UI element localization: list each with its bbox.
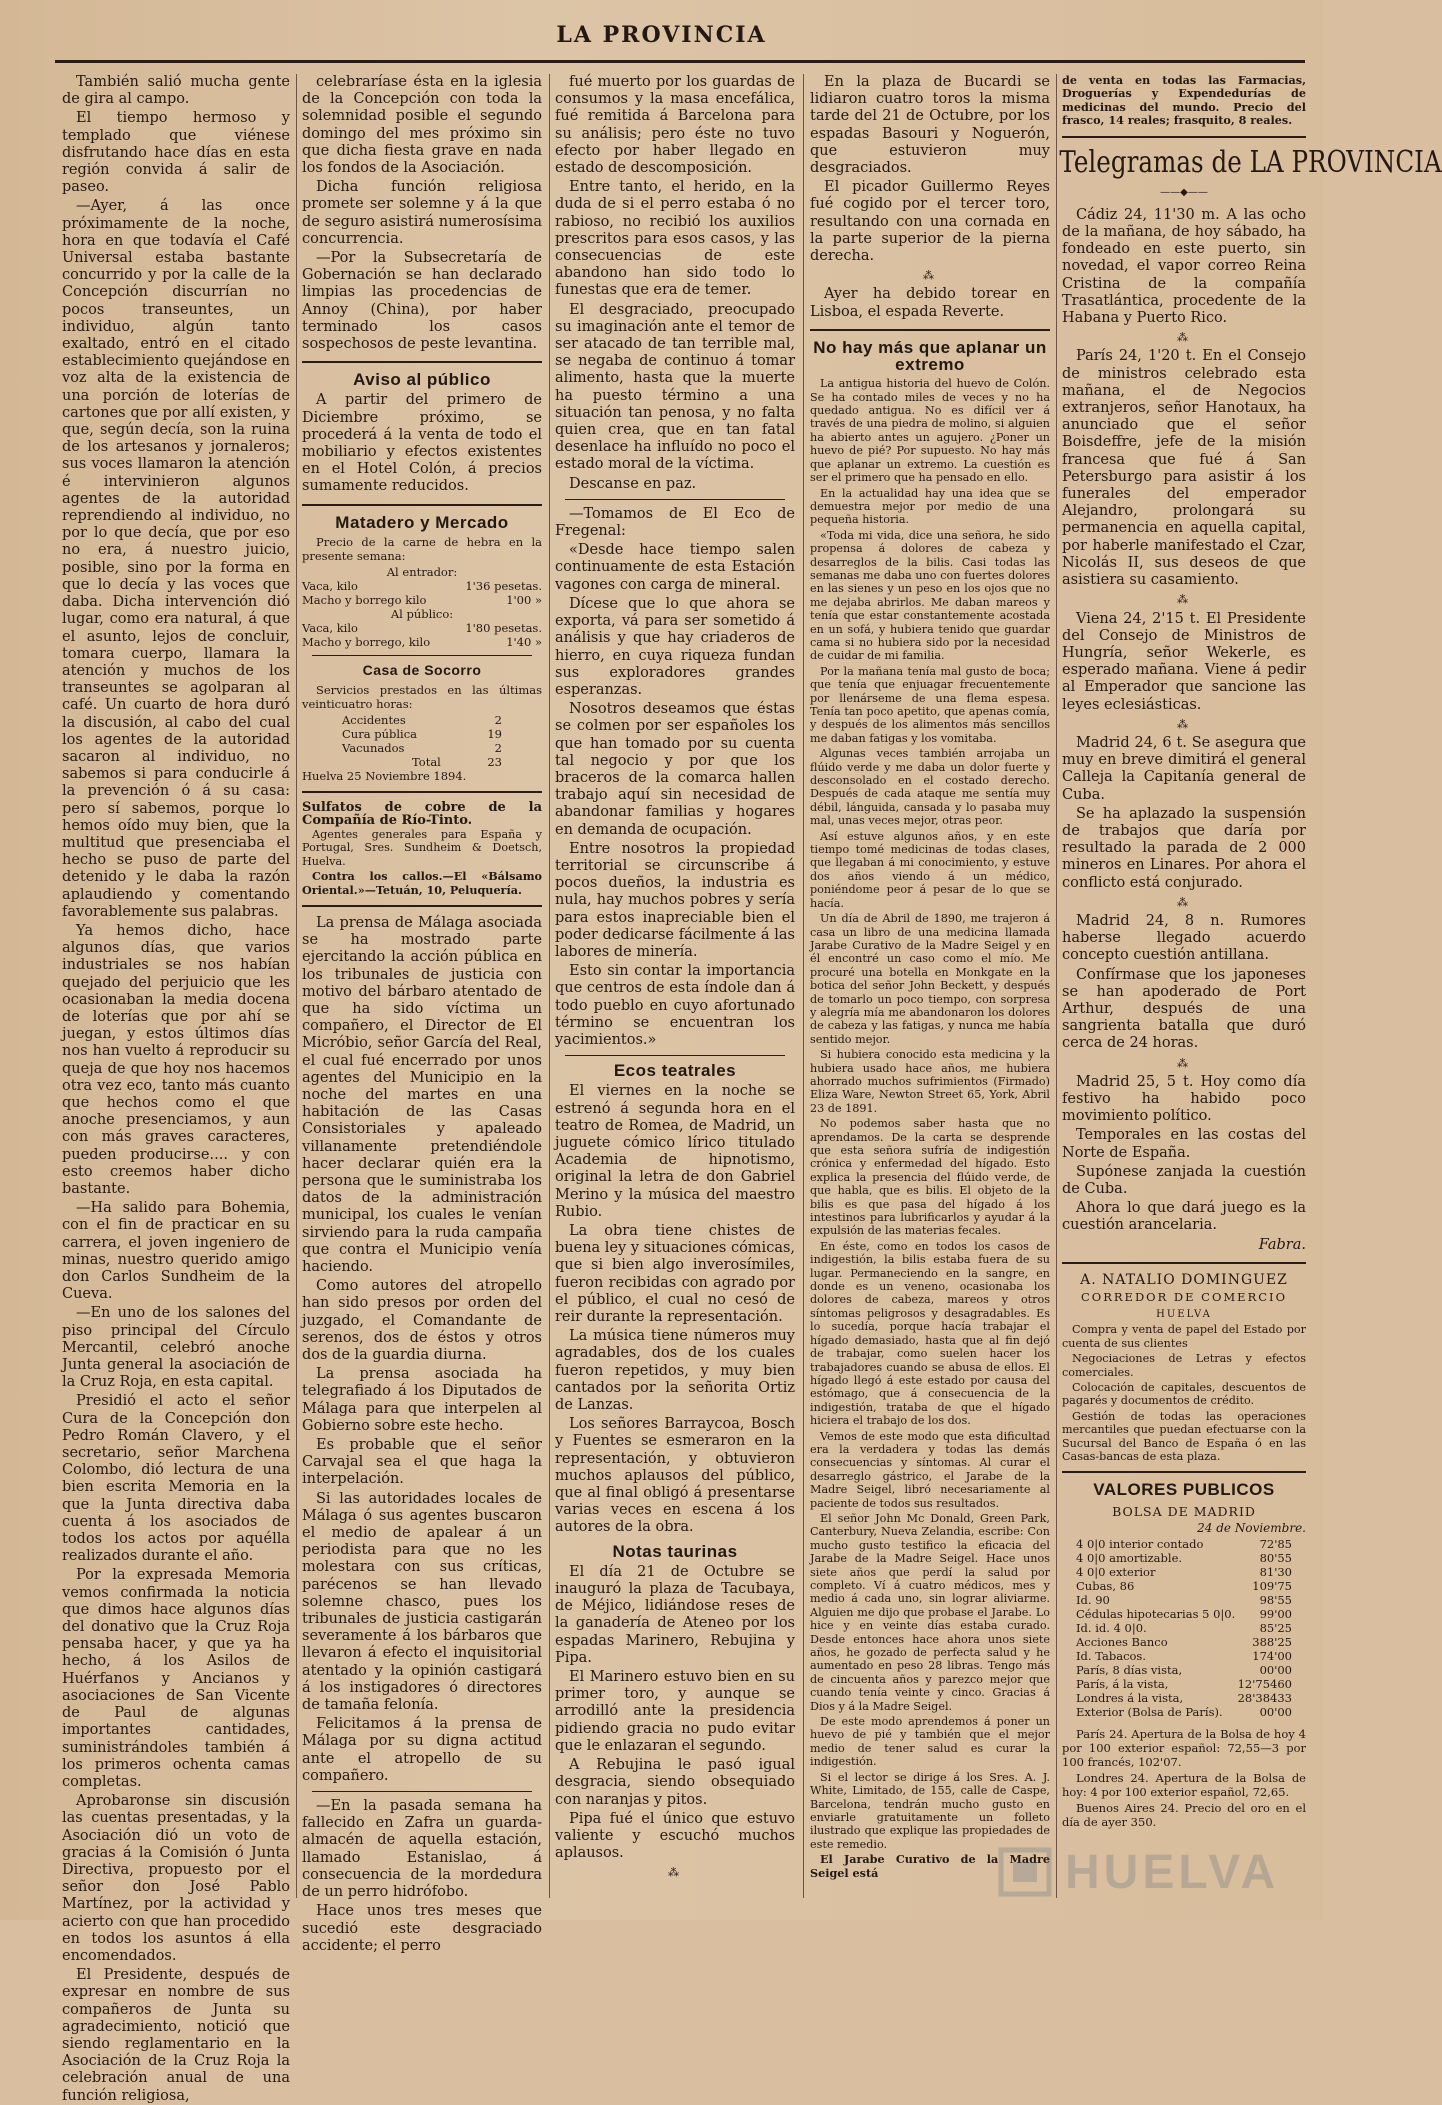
masthead-rule: [55, 60, 1305, 63]
archive-stamp: [995, 1842, 1295, 1902]
masthead: LA PROVINCIA: [556, 22, 767, 48]
paragraph: Por la mañana tenía mal gusto de boca; que tenía que enjuagar frecuentemente por llenárseme de una flema espesa. Tenía tan poco apetito, que apenas comía, y después de los alimentos más sencillos me daban fatigas y los vomitaba.: [810, 664, 1050, 745]
paragraph: fué muerto por los guardas de consumos y la masa encefálica, fué remitida á Barcelona para su análisis; pero éste no tuvo efecto por haber llegado en estado de descomposición.: [555, 74, 795, 177]
paragraph: Viena 24, 2'15 t. El Presidente del Consejo de Ministros de Hungría, señor Wekerle, es esperado mañana. Viene á pedir al Emperador que sancione las leyes eclesiásticas.: [1062, 610, 1306, 713]
paragraph: Por la expresada Memoria vemos confirmada la noticia que dimos hace algunos días del donativo que la Cruz Roja pensaba hacer, y que ya ha hecho, á los Asilos de Huérfanos y Ancianos y asociaciones de San Vicente de Paul de algunas importantes cantidades, suministrándoles también á los primeros ochenta camas completas.: [62, 1567, 290, 1790]
paragraph: La música tiene números muy agradables, dos de los cuales fueron repetidos, y muy bien cantados por la señorita Ortiz de Lanzas.: [555, 1328, 795, 1414]
paragraph: —En la pasada semana ha fallecido en Zafra un guarda-almacén de aquella estación, llamado Estanislao, á consecuencia de la mordedura de un perro hidrófobo.: [302, 1798, 542, 1901]
section-rule: [565, 499, 785, 500]
paragraph: El Marinero estuvo bien en su primer toro, y aunque se arrodilló ante la presidencia pidiendo gracia no pudo evitar que le enlazaran el segundo.: [555, 1669, 795, 1754]
paragraph: Buenos Aires 24. Precio del oro en el día de ayer 350.: [1062, 1801, 1306, 1830]
section-rule: [1062, 136, 1306, 138]
bolsa-row: París, 8 días vista, 00'00: [1076, 1663, 1292, 1678]
paragraph: —Por la Subsecretaría de Gobernación se han declarado limpias las procedencias de Annoy (China), por haber terminado los casos sospechosos de peste levantina.: [302, 250, 542, 353]
paragraph: El día 21 de Octubre se inauguró la plaza de Tacubaya, de Méjico, lidiándose reses de la ganadería de Ateneo por los espadas Marinero, Rebujina y Pipa.: [555, 1563, 795, 1666]
paragraph: Si las autoridades locales de Málaga ó sus agentes buscaron el medio de apalear á un periodista para que no les molestara con sus críticas, parécenos se han llevado solemne chasco, pues los tribunales de justicia castigarán severamente á los bárbaros que llevaron á efecto el inquisitorial atentado y la opinión castigará á los instigadores ó directores de tamaña felonía.: [302, 1490, 542, 1714]
column-4: [810, 74, 1050, 1898]
paragraph: Esto sin contar la importancia que centros de esta índole dan á todo pueblo en cuyo afortunado término se encuentran los yacimientos.»: [555, 963, 795, 1048]
bolsa-table: [1062, 1537, 1306, 1719]
library-seal-icon: [995, 1842, 1055, 1902]
matadero-intro: Precio de la carne de hebra en la presente semana:: [302, 534, 542, 563]
socorro-table: [302, 683, 542, 783]
paragraph: Vemos de este modo que esta dificultad era la verdadera y todas las demás consecuencias y síntomas. Al curar el desarreglo gástrico, el Jarabe de la Madre Seigel, libró necesariamente al paciente de todos sus resultados.: [810, 1429, 1050, 1510]
date-line: Huelva 25 Noviembre 1894.: [302, 769, 467, 784]
subheading: Al público:: [390, 606, 454, 621]
bolsa-row: Id. 90 98'55: [1076, 1593, 1292, 1608]
paragraph: La obra tiene chistes de buena ley y situaciones cómicas, que si bien algo inverosímiles, fueron recibidas con agrado por el público, el cual no cesó de reir durante la representación.: [555, 1223, 796, 1326]
paragraph: El tiempo hermoso y templado que viénese disfrutando hace días en esta región convida á salir de paseo.: [62, 110, 290, 196]
paragraph: Aprobaronse sin discusión las cuentas presentadas, y la Asociación dió un voto de gracias á la Comisión ó Junta Directiva, propuesto por el señor don José Pablo Martínez, por la actividad y acierto con que han procedido en todos los asuntos á ella encomendados.: [62, 1793, 290, 1964]
section-rule: [565, 1055, 785, 1056]
bolsa-row: Exterior (Bolsa de París). 00'00: [1076, 1705, 1292, 1720]
paragraph: Descanse en paz.: [569, 475, 697, 492]
paragraph: En éste, como en todos los casos de indigestión, la bilis estaba fuera de su lugar. Permaneciendo en la sangre, en donde es un veneno, ocasionaba los dolores de cabeza, mareos y otros síntomas peligrosos y desagradables. Es lo sucedía, porque hacía trabajar el hígado demasiado, hasta que al fin dejó de trabajar, como suelen hacer los trabajadores cuando se abusa de ellos. El hígado llegó á este estado por causa del estómago, que á consecuencia de la indigestión, trataba de que el hígado hiciera el trabajo de los dos.: [810, 1239, 1050, 1428]
section-rule: [810, 329, 1050, 331]
paragraph: En la actualidad hay una idea que se demuestra mejor por medio de una pequeña historia.: [810, 486, 1050, 527]
matadero-heading: Matadero y Mercado: [335, 512, 509, 532]
bolsa-row: 4 0|0 exterior 81'30: [1076, 1565, 1292, 1580]
section-rule: [302, 504, 542, 506]
matadero-table: [302, 535, 542, 649]
paragraph: El viernes en la noche se estrenó á segunda hora en el teatro de Romea, de Madrid, un juguete cómico lírico titulado Academia de hipnotismo, original la letra de don Gabriel Merino y la música del maestro Rubio.: [555, 1083, 795, 1220]
column-2: [302, 74, 542, 1954]
paragraph: La prensa asociada ha telegrafiado á los Diputados de Málaga para que interpelen al Gobierno sobre este hecho.: [302, 1366, 542, 1434]
bolsa-row: 4 0|0 interior contado 72'85: [1076, 1537, 1292, 1552]
paragraph: Es probable que el señor Carvajal sea el que haga la interpelación.: [302, 1437, 542, 1488]
paragraph: Madrid 24, 6 t. Se asegura que muy en breve dimitirá el general Calleja la Capitanía general de Cuba.: [1062, 734, 1306, 803]
section-rule: [1062, 1471, 1306, 1473]
paragraph: El Jarabe Curativo de la Madre Seigel está: [810, 1852, 1050, 1880]
paragraph: En la plaza de Bucardi se lidiaron cuatro toros la misma tarde del 21 de Octubre, por los espadas Basouri y Noguerón, que estuvieron muy desgraciados.: [810, 74, 1050, 177]
column-5: [1059, 73, 1442, 1898]
paragraph: —En uno de los salones del piso principal del Círculo Mercantil, celebró anoche Junta general la asociación de la Cruz Roja, en esta capital.: [62, 1305, 290, 1391]
asterism: ⁂: [923, 269, 937, 283]
bolsa-row: Acciones Banco 388'25: [1076, 1635, 1292, 1650]
paragraph: Gestión de todas las operaciones mercantiles que puedan efectuarse con la Sucursal del Banco de España ó en las Casas-bancas de esta plaza.: [1062, 1409, 1306, 1464]
column-divider: [549, 74, 550, 1898]
bolsa-row: Londres á la vista, 28'38433: [1076, 1691, 1292, 1706]
sulfatos-ad: [302, 801, 542, 897]
ad-heading: No hay más que aplanar un extremo: [813, 337, 1047, 375]
section-rule: [302, 791, 542, 793]
corredor-ad: [1062, 1323, 1306, 1463]
paragraph: Entre tanto, el herido, en la duda de si el perro estaba ó no rabioso, no recibió los auxilios prescritos para esos casos, y las consecuencias de este abandono han sido todo lo funestas que era de temer.: [555, 179, 795, 299]
aviso-heading: Aviso al público: [353, 370, 491, 390]
bolsa-heading: BOLSA DE MADRID: [1112, 1503, 1256, 1519]
section-rule: [1062, 1262, 1306, 1264]
paragraph: Contra los callos.—El «Bálsamo Oriental.»—Tetuán, 10, Peluquería.: [302, 869, 542, 897]
paragraph: De este modo aprendemos á poner un huevo de pié y también que el mejor medio de tener salud es curar la indigestión.: [810, 1715, 1050, 1769]
paragraph: Nosotros deseamos que éstas se colmen por ser españoles los que han tomado por su cuenta tal negocio y por que los braceros de la comarca hallen trabajo aquí sin necesidad de abandonar familias y hogares en demanda de ocupación.: [555, 701, 795, 838]
valores-heading: VALORES PUBLICOS: [1093, 1480, 1275, 1500]
paragraph: París 24. Apertura de la Bolsa de hoy 4 por 100 exterior español: 72,55—3 por 100 francés, 102'07.: [1062, 1727, 1306, 1770]
asterism: ⁂: [668, 1866, 682, 1880]
paragraph: A partir del primero de Diciembre próximo, se procederá á la venta de todo el mobiliario y efectos existentes en el Hotel Colón, á precios sumamente reducidos.: [302, 392, 542, 495]
asterism: ⁂: [1177, 1056, 1191, 1070]
paragraph: Hace unos tres meses que sucedió este desgraciado accidente; el perro: [302, 1903, 542, 1954]
section-rule: [312, 655, 532, 656]
asterism: ⁂: [1177, 593, 1191, 607]
seigel-ad: [810, 377, 1050, 1880]
paragraph: El señor John Mc Donald, Green Park, Canterbury, Nueva Zelandia, escribe: Con mucho gusto testifico la eficacia del Jarabe de la Madre Seigel. Hace unos siete años que perdí la salud por completo. Ví á cuatro médicos, mes y medio á cada uno, sin lograr aliviarme. Alguien me dijo que probase el Jarabe. Lo hice y en veinte días estaba curado. Desde entonces hace ahora unos siete años, he gozado de perfecta salud y he aumentado en peso 28 libras. Tengo más de cincuenta años y parezco mejor que cuando tenía veinte y cinco. Gracias á Dios y á la Madre Seigel.: [810, 1511, 1050, 1713]
socorro-row: Accidentes 2: [342, 713, 502, 728]
paragraph: «Toda mi vida, dice una señora, he sido propensa á dolores de cabeza y desarreglos de la bilis. Casi todas las semanas me daba uno con fuertes dolores en las sienes y un peso en los ojos que no me dejaba abrirlos. Me daban mareos y tenía que estar constantemente acostada en un sofá, y hubiera tenido que guardar cama si no hubiera sido por la necesidad de cuidar de mi familia.: [810, 528, 1050, 663]
section-rule: [302, 361, 542, 363]
paragraph: Pipa fué el único que estuvo valiente y escuchó muchos aplausos.: [555, 1810, 795, 1862]
paragraph: Entre nosotros la propiedad territorial se circunscribe á pocos dueños, la industria es nula, hay muchos pobres y sería para estos inapreciable bien el poder dedicarse fácilmente á las labores de minería.: [555, 840, 795, 960]
paragraph: —Tomamos de El Eco de Fregenal:: [555, 505, 795, 540]
section-rule: [312, 1791, 532, 1792]
column-divider: [803, 74, 804, 1898]
asterism: ⁂: [1177, 895, 1191, 909]
paragraph: Ayer ha debido torear en Lisboa, el espada Reverte.: [810, 286, 1050, 320]
socorro-row: Vacunados 2: [342, 741, 502, 756]
paragraph: Londres 24. Apertura de la Bolsa de hoy: 4 por 100 exterior español, 72,65.: [1062, 1771, 1306, 1800]
paragraph: «Desde hace tiempo salen continuamente de esta Estación vagones con carga de mineral.: [555, 542, 795, 593]
notas-heading: Notas taurinas: [612, 1541, 738, 1561]
paragraph: Ahora lo que dará juego es la cuestión arancelaria.: [1062, 1200, 1306, 1234]
socorro-row: Cura pública 19: [342, 727, 502, 742]
paragraph: —Ha salido para Bohemia, con el fin de practicar en su carrera, el joven ingeniero de minas, nuestro querido amigo don Carlos Sundheim de la Cueva.: [62, 1200, 290, 1303]
corredor-city: HUELVA: [1156, 1309, 1212, 1321]
socorro-total: Total 23: [412, 755, 502, 770]
asterism: ⁂: [1177, 331, 1191, 345]
bolsa-row: 4 0|0 amortizable. 80'55: [1076, 1551, 1292, 1566]
bolsa-notes: [1062, 1727, 1306, 1829]
paragraph: Colocación de capitales, descuentos de pagarés y documentos de crédito.: [1062, 1381, 1306, 1408]
paragraph: —Ayer, á las once próximamente de la noche, hora en que todavía el Café Universal estaba bastante concurrido y por la calle de la Concepción discurrían no pocos transeuntes, un individuo, algún tanto exaltado, entró en el citado establecimiento quejándose en voz alta de la existencia de una porción de loterías de cartones que por allí existen, y que, según decía, son la ruina de los artesanos y jornaleros; sus voces llamaron la atención é intervinieron algunos agentes de la autoridad reprendiendo al individuo, no por lo que decía, que por eso no era, á nuestro juicio, posible, sino por la forma en que lo decía y las voces que daba. Dicha intervención dió lugar, como era natural, á que el asunto, lejos de concluir, tomara cuerpo, llamara la atención y muchos de los transeuntes se agolparan al café. Un cuarto de hora duró la discusión, al cabo del cual los agentes de la autoridad sacaron al individuo, no sabemos si para conducirle á la prevención ó á su casa: pero sí sabemos, porque lo hemos oído muy bien, que la multitud que presenciaba el hecho se puso de parte del detenido y le daba la razón aplaudiendo y comentando favorablemente sus palabras.: [62, 198, 290, 920]
paragraph: Dícese que lo que ahora se exporta, vá para ser sometido á análisis y que hay criaderos de hierro, en cuya riqueza fundan sus exploradores grandes esperanzas.: [555, 595, 795, 698]
paragraph: El picador Guillermo Reyes fué cogido por el tercer toro, resultando con una cornada en la parte superior de la pierna derecha.: [810, 179, 1050, 265]
socorro-heading: Casa de Socorro: [362, 661, 482, 678]
ornament: ——◆——: [1160, 186, 1208, 198]
paragraph: Algunas veces también arrojaba un flúido verde y me daba un dolor fuerte y desconsolado en el costado derecho. Después de cada ataque me sentía muy débil, lánguida, cansada y lo pasaba muy mal, unas veces mejor, otras peor.: [810, 747, 1050, 828]
paragraph: Agentes generales para España y Portugal, Sres. Sundheim & Doetsch, Huelva.: [302, 827, 542, 868]
paragraph: El Presidente, después de expresar en nombre de sus compañeros de Junta su agradecimiento, notició que siendo reglamentario en la Asociación de la Cruz Roja la celebración anual de una función religiosa,: [62, 1967, 290, 2104]
paragraph: Felicitamos á la prensa de Málaga por su digna actitud ante el atropello de su compañero.: [302, 1716, 542, 1784]
paragraph: Como autores del atropello han sido presos por orden del juzgado, el Comandante de serenos, dos de éstos y otros dos de la guardia diurna.: [302, 1278, 542, 1363]
socorro-intro: Servicios prestados en las últimas veinticuatro horas:: [302, 683, 542, 712]
column-divider: [296, 74, 297, 1898]
paragraph: Compra y venta de papel del Estado por cuenta de sus clientes: [1062, 1323, 1306, 1350]
bolsa-row: Id. id. 4 0|0. 85'25: [1076, 1621, 1292, 1636]
paragraph: A Rebujina le pasó igual desgracia, siendo obsequiado con naranjas y pitos.: [555, 1757, 795, 1808]
paragraph: Así estuve algunos años, y en este tiempo tomé medicinas de todas clases, que llegaban á mi conocimiento, y estuve dos años viendo á un médico, poniéndome peor á pesar de lo que se hacía.: [810, 829, 1050, 910]
paragraph: París 24, 1'20 t. En el Consejo de ministros celebrado esta mañana, el de Negocios extranjeros, señor Hanotaux, ha anunciado que el señor Boisdeffre, jefe de la misión francesa que fué á San Petersburgo para asistir á los funerales del emperador Alejandro, prolongará su permanencia en aquella capital, por haberle manifestado el Czar, Nicolás II, sus deseos de que asistiera su casamiento.: [1062, 348, 1306, 589]
paragraph: No podemos saber hasta que no aprendamos. De la carta se desprende que esta señora sufría de indigestión crónica y enfermedad del hígado. Esto explica la presencia del flúido verde, de que habla, que es bilis. El objeto de la bilis es que pasa del hígado á los intestinos para lubrificarlos y ayudar á la expulsión de las materias fecales.: [810, 1117, 1050, 1238]
column-1: [62, 74, 290, 2104]
paragraph: Un día de Abril de 1890, me trajeron á casa un libro de una medicina llamada Jarabe Curativo de la Madre Seigel y en él encontré un caso como el mío. Me procuré una botella en Monkgate en la botica del señor John Beckett, y después de tomarlo un poco tiempo, con sorpresa y alegría mía me abandonaron los dolores de cabeza y las fatigas, y nunca me había sentido mejor.: [810, 912, 1050, 1046]
paragraph: Confírmase que los japoneses se han apoderado de Port Arthur, después de una sangrienta batalla que duró cerca de 24 horas.: [1062, 966, 1306, 1052]
paragraph: Supónese zanjada la cuestión de Cuba.: [1062, 1163, 1306, 1197]
paragraph: Se ha aplazado la suspensión de trabajos que daría por resultado la parada de 2 000 mineros en Linares. Por ahora el conflicto está conjurado.: [1062, 805, 1306, 891]
paragraph: Ya hemos dicho, hace algunos días, que varios industriales se nos habían quejado del perjuicio que les ocasionaban la media docena de loterías que por ahí se juegan, y estos últimos días nos han vuelto á reproducir su queja de que hoy nos hacemos otra vez eco, tanto más cuanto que hechos como el que anoche presenciamos, y aun con más graves caracteres, pueden producirse.... y con esto creemos haber dicho bastante.: [62, 922, 290, 1197]
paragraph: Los señores Barraycoa, Bosch y Fuentes se esmeraron en la representación, y obtuvieron muchos aplausos del público, que al final obligó á presentarse varias veces en escena á los autores de la obra.: [555, 1416, 795, 1536]
bolsa-row: París, á la vista, 12'75460: [1076, 1677, 1292, 1692]
price-row: Macho y borrego kilo 1'00 »: [302, 592, 542, 607]
paragraph: Temporales en las costas del Norte de España.: [1062, 1127, 1306, 1161]
subheading: Al entrador:: [386, 564, 458, 579]
bolsa-row: Cubas, 86 109'75: [1076, 1579, 1292, 1594]
paragraph: Madrid 25, 5 t. Hoy como día festivo ha habido poco movimiento político.: [1062, 1073, 1306, 1125]
paragraph: Madrid 24, 8 n. Rumores haberse llegado acuerdo concepto cuestión antillana.: [1062, 912, 1306, 964]
signature: Fabra.: [1258, 1236, 1306, 1253]
paragraph: Cádiz 24, 11'30 m. A las ocho de la mañana, de hoy sábado, ha fondeado en este puerto, sin novedad, el vapor correo Reina Cristina de la compañía Trasatlántica, procedente de la Habana y Puerto Rico.: [1062, 206, 1306, 327]
paragraph: celebraríase ésta en la iglesia de la Concepción con toda la solemnidad posible el segundo domingo del mes próximo sin que dicha fiesta grave en nada los fondos de la Asociación.: [302, 74, 542, 177]
telegramas-heading: Telegramas de LA PROVINCIA: [1059, 144, 1442, 180]
sulfatos-heading: Sulfatos de cobre de la Compañía de Río-Tinto.: [302, 800, 542, 829]
paragraph: Negociaciones de Letras y efectos comerciales.: [1062, 1352, 1306, 1379]
paragraph: La prensa de Málaga asociada se ha mostrado parte ejercitando la acción pública en los tribunales de justicia con motivo del bárbaro atentado de que ha sido víctima un compañero, el Director de El Micróbio, señor García del Real, el cual fué encerrado por unos agentes del Municipio en la noche del martes en una habitación de las Casas Consistoriales y apaleado villanamente pretendiéndole hacer declarar quién era la persona que le suministraba los datos de la administración municipal, los cuales le venían sirviendo para la ruda campaña que contra el Municipio venía haciendo.: [302, 914, 542, 1275]
column-3: [555, 74, 795, 1898]
paragraph: El desgraciado, preocupado su imaginación ante el temor de ser atacado de tan terrible mal, se negaba de continuo á tomar alimento, hasta que la muerte ha puesto término a una situación tan penosa, y no falta quien crea, que en tan fatal desenlace ha influído no poco el estado moral de la víctima.: [555, 301, 795, 473]
ecos-heading: Ecos teatrales: [613, 1061, 737, 1081]
asterism: ⁂: [1177, 717, 1191, 731]
paragraph: Si el lector se dirige á los Sres. A. J. White, Limitado, de 155, calle de Caspe, Barcelona, tendrán mucho gusto en enviarle gratuitamente un folleto ilustrado que explique las propiedades de este remedio.: [810, 1770, 1050, 1851]
column-divider: [1056, 74, 1057, 1898]
price-row: Vaca, kilo 1'36 pesetas.: [302, 578, 542, 593]
seigel-ad-continued: de venta en todas las Farmacias, Droguerías y Expendedurías de medicinas del mundo. Precio del frasco, 14 reales; frasquito, 8 reales.: [1062, 73, 1306, 128]
paragraph: También salió mucha gente de gira al campo.: [62, 74, 290, 108]
bolsa-row: Cédulas hipotecarias 5 0|0. 99'00: [1076, 1607, 1292, 1622]
corredor-role: CORREDOR DE COMERCIO: [1081, 1290, 1287, 1305]
bolsa-row: Id. Tabacos. 174'00: [1076, 1649, 1292, 1664]
bolsa-date: 24 de Noviembre.: [1197, 1520, 1306, 1535]
corredor-name: A. NATALIO DOMINGUEZ: [1080, 1271, 1288, 1288]
paragraph: Si hubiera conocido esta medicina y la hubiera usado hace años, me hubiera ahorrado muchos sufrimientos (Firmado) Eliza Ware, Newton Street 65, York, Abril 23 de 1891.: [810, 1048, 1050, 1115]
price-row: Vaca, kilo 1'80 pesetas.: [302, 620, 542, 635]
paragraph: Presidió el acto el señor Cura de la Concepción don Pedro Román Clavero, y el secretario, señor Marchena Colombo, dió lectura de una bien escrita Memoria en la que la Junta directiva daba cuenta á los asociados de todos los actos por aquélla realizados durante el año.: [62, 1393, 290, 1565]
section-rule: [302, 905, 542, 907]
paragraph: Dicha función religiosa promete ser solemne y á la que de seguro asistirá numerosísima concurrencia.: [302, 179, 542, 247]
price-row: Macho y borrego, kilo 1'40 »: [302, 634, 542, 649]
archive-stamp-label: HUELVA: [1065, 1845, 1280, 1899]
paragraph: La antigua historia del huevo de Colón. Se ha contado miles de veces y no ha quedado antigua. No es difícil ver á través de una piedra de molino, si alguien ha abierto antes un agujero. ¿Poner un huevo de pié? Por supuesto. No hay más que aplanar un extremo. La cuestión es ser el primero que ha pensado en ello.: [810, 377, 1050, 485]
